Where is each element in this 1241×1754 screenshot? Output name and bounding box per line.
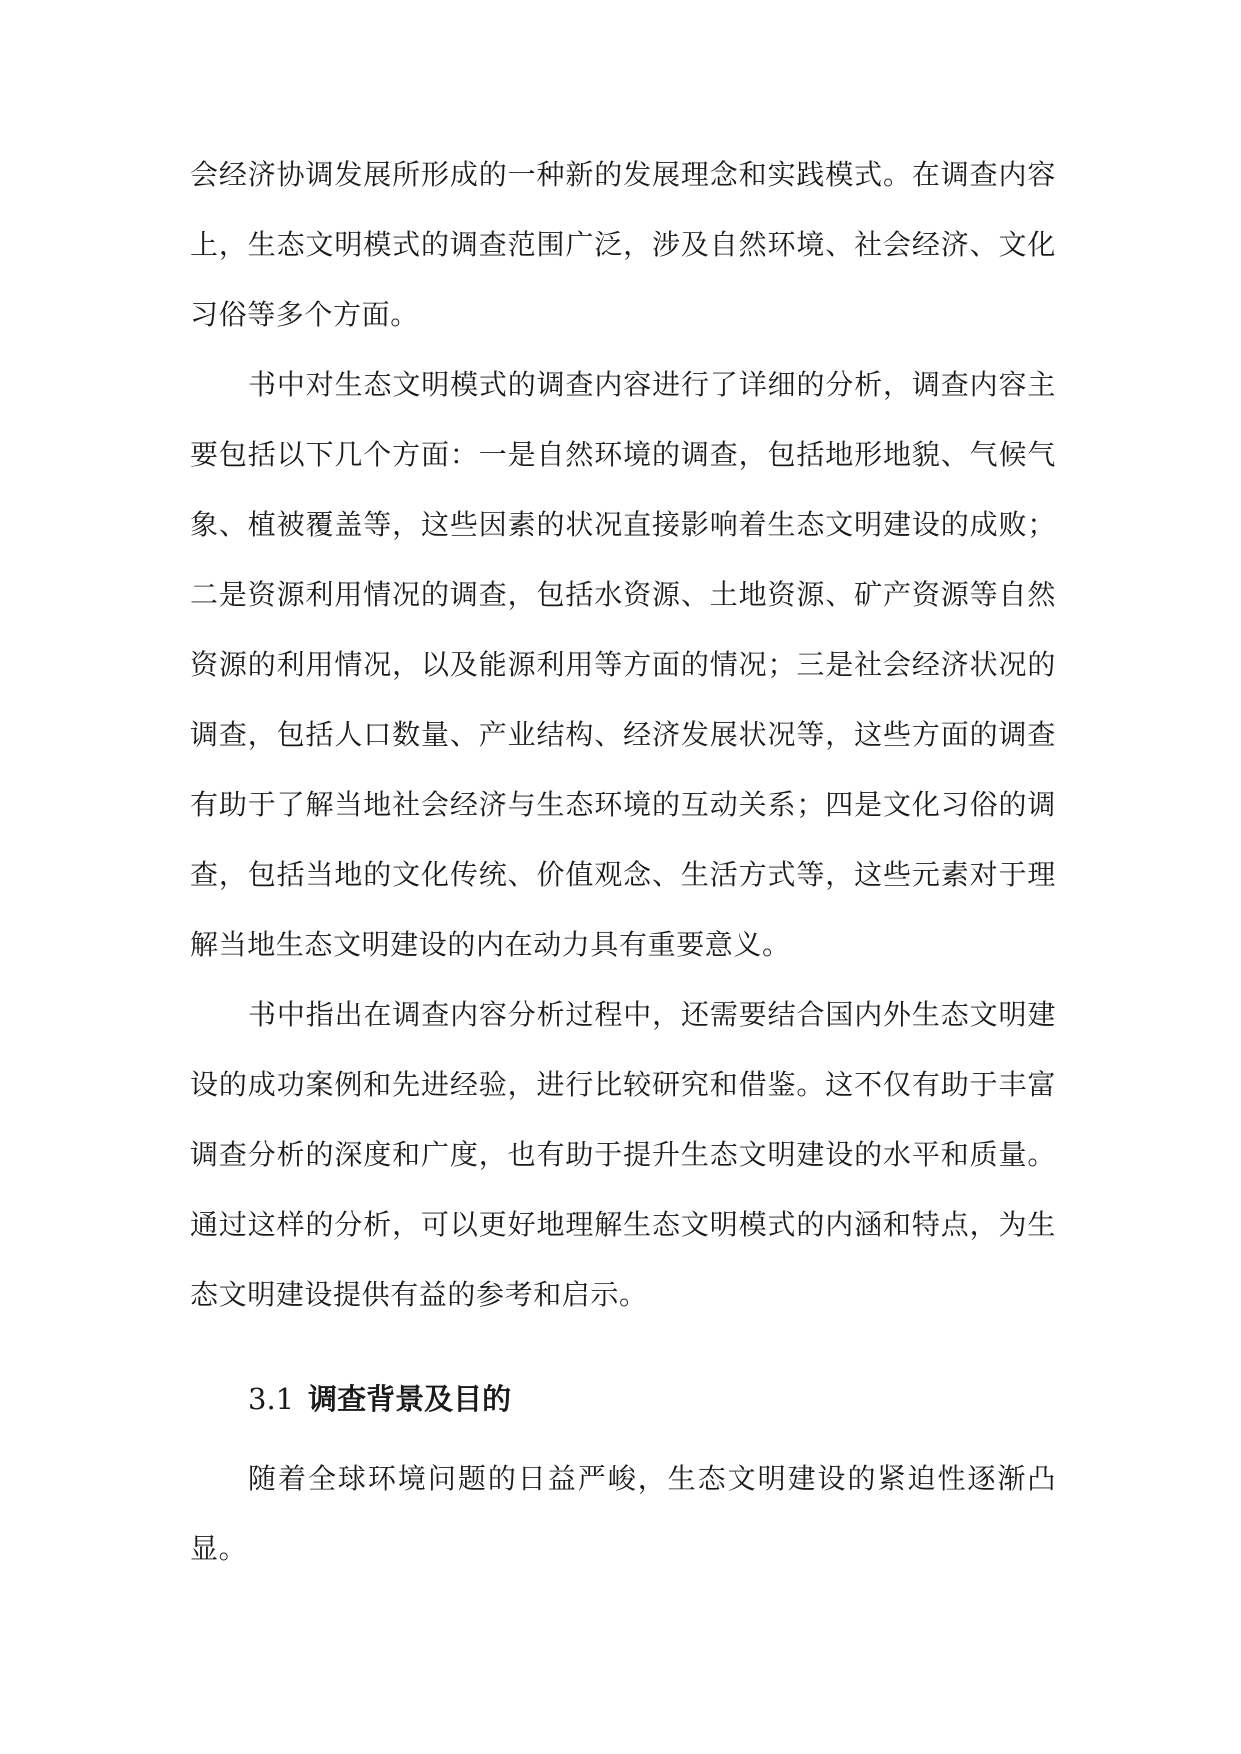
- paragraph-comparative-analysis: 书中指出在调查内容分析过程中，还需要结合国内外生态文明建设的成功案例和先进经验，进行比较研究和借鉴。这不仅有助于丰富调查分析的深度和广度，也有助于提升生态文明建设的水平和质量。通过这样的分析，可以更好地理解生态文明模式的内涵和特点，为生态文明建设提供有益的参考和启示。: [190, 998, 1056, 1311]
- section-number: 3.1: [248, 1382, 295, 1416]
- paragraph-section-intro: 随着全球环境问题的日益严峻，生态文明建设的紧迫性逐渐凸显。: [190, 1462, 1056, 1565]
- paragraph-survey-content: 书中对生态文明模式的调查内容进行了详细的分析，调查内容主要包括以下几个方面：一是自然环境的调查，包括地形地貌、气候气象、植被覆盖等，这些因素的状况直接影响着生态文明建设的成败；二是资源利用情况的调查，包括水资源、土地资源、矿产资源等自然资源的利用情况，以及能源利用等方面的情况；三是社会经济状况的调查，包括人口数量、产业结构、经济发展状况等，这些方面的调查有助于了解当地社会经济与生态环境的互动关系；四是文化习俗的调查，包括当地的文化传统、价值观念、生活方式等，这些元素对于理解当地生态文明建设的内在动力具有重要意义。: [190, 368, 1056, 961]
- section-title: 调查背景及目的: [308, 1382, 512, 1416]
- paragraph-continuation: 会经济协调发展所形成的一种新的发展理念和实践模式。在调查内容上，生态文明模式的调查范围广泛，涉及自然环境、社会经济、文化习俗等多个方面。: [190, 158, 1056, 331]
- section-heading: [190, 1364, 1056, 1434]
- document-body: [190, 140, 1056, 1584]
